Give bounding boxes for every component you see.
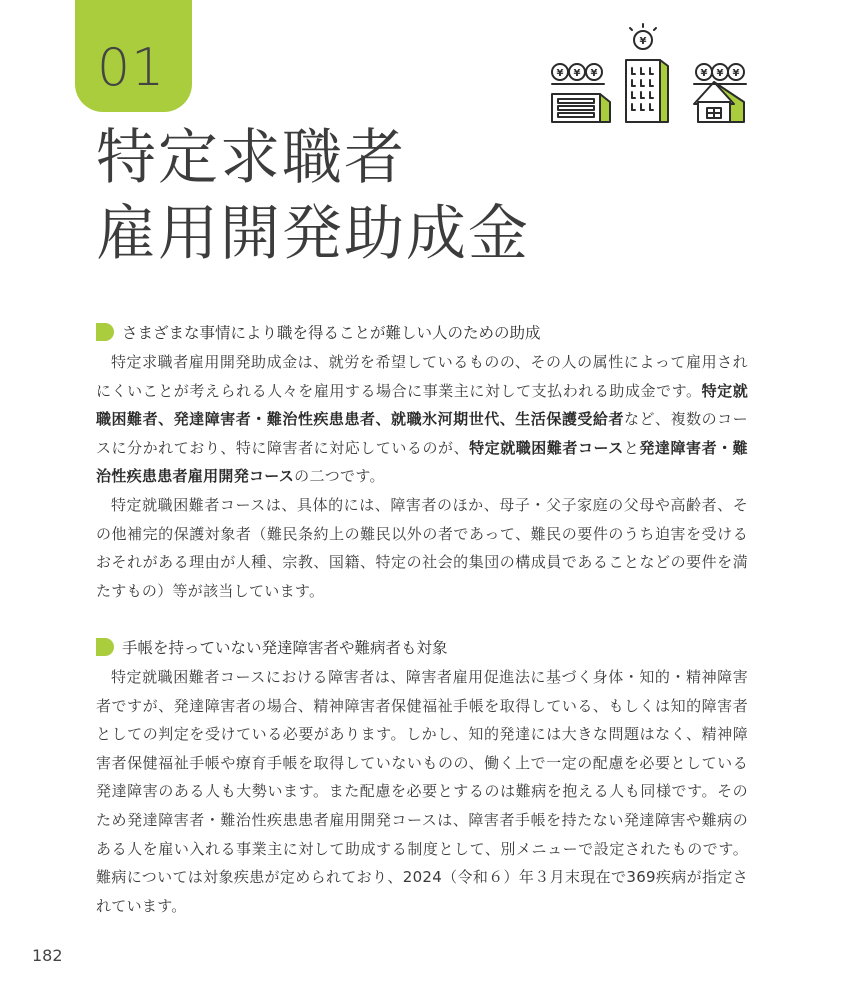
svg-text:¥: ¥ [573, 68, 581, 79]
section-heading-text: さまざまな事情により職を得ることが難しい人のための助成 [122, 324, 541, 342]
svg-text:¥: ¥ [590, 68, 598, 79]
paragraph: 特定就職困難者コースにおける障害者は、障害者雇用促進法に基づく身体・知的・精神障害者ですが、発達障害者の場合、精神障害者保健福祉手帳を取得している、もしくは知的障害者としての判定を受けている必要があります。しかし、知的発達には大きな問題はなく、精神障害者保健福祉手帳や療育手帳を取得していないものの、働く上で一定の配慮を必要としている発達障害のある人も大勢います。また配慮を必要とするのは難病を抱える人も同様です。そのため発達障害者・難治性疾患患者雇用開発コースは、障害者手帳を持たない発達障害や難病のある人を雇い入れる事業主に対して助成する制度として、別メニューで設定されたものです。難病については対象疾患が定められており、2024（令和６）年３月末現在で369疾病が指定されています。 [96, 668, 748, 915]
section-2 [96, 633, 748, 920]
page-title-line-2: 雇用開発助成金 [96, 199, 530, 269]
section-marker-icon [96, 323, 114, 341]
section-marker-icon [96, 638, 114, 656]
paragraph: 特定就職困難者コースは、具体的には、障害者のほか、母子・父子家庭の父母や高齢者、その他補完的保護対象者（難民条約上の難民以外の者であって、難民の要件のうち迫害を受けるおそれがある理由が人種、宗教、国籍、特定の社会的集団の構成員であることなどの要件を満たすもの）等が該当しています。 [96, 495, 748, 600]
page-title-line-1: 特定求職者 [96, 123, 406, 193]
page-title [96, 120, 530, 272]
svg-text:¥: ¥ [732, 68, 740, 79]
section-1 [96, 318, 748, 605]
section-body [96, 663, 748, 920]
buildings-with-yen-icon [548, 22, 748, 128]
section-body [96, 348, 748, 605]
svg-text:¥: ¥ [700, 68, 708, 79]
svg-text:¥: ¥ [716, 68, 724, 79]
section-heading [96, 318, 748, 348]
paragraph: 特定求職者雇用開発助成金は、就労を希望しているものの、その人の属性によって雇用されにくいことが考えられる人々を雇用する場合に事業主に対して支払われる助成金です。特定就職困難者、発達障害者・難治性疾患患者、就職氷河期世代、生活保護受給者など、複数のコースに分かれており、特に障害者に対応しているのが、特定就職困難者コースと発達障害者・難治性疾患患者雇用開発コースの二つです。 [96, 353, 748, 486]
section-heading-text: 手帳を持っていない発達障害者や難病者も対象 [122, 639, 448, 657]
chapter-number: 01 [97, 38, 166, 98]
svg-text:¥: ¥ [556, 68, 564, 79]
page-number: 182 [32, 946, 63, 965]
svg-text:¥: ¥ [639, 36, 647, 47]
section-heading [96, 633, 748, 663]
